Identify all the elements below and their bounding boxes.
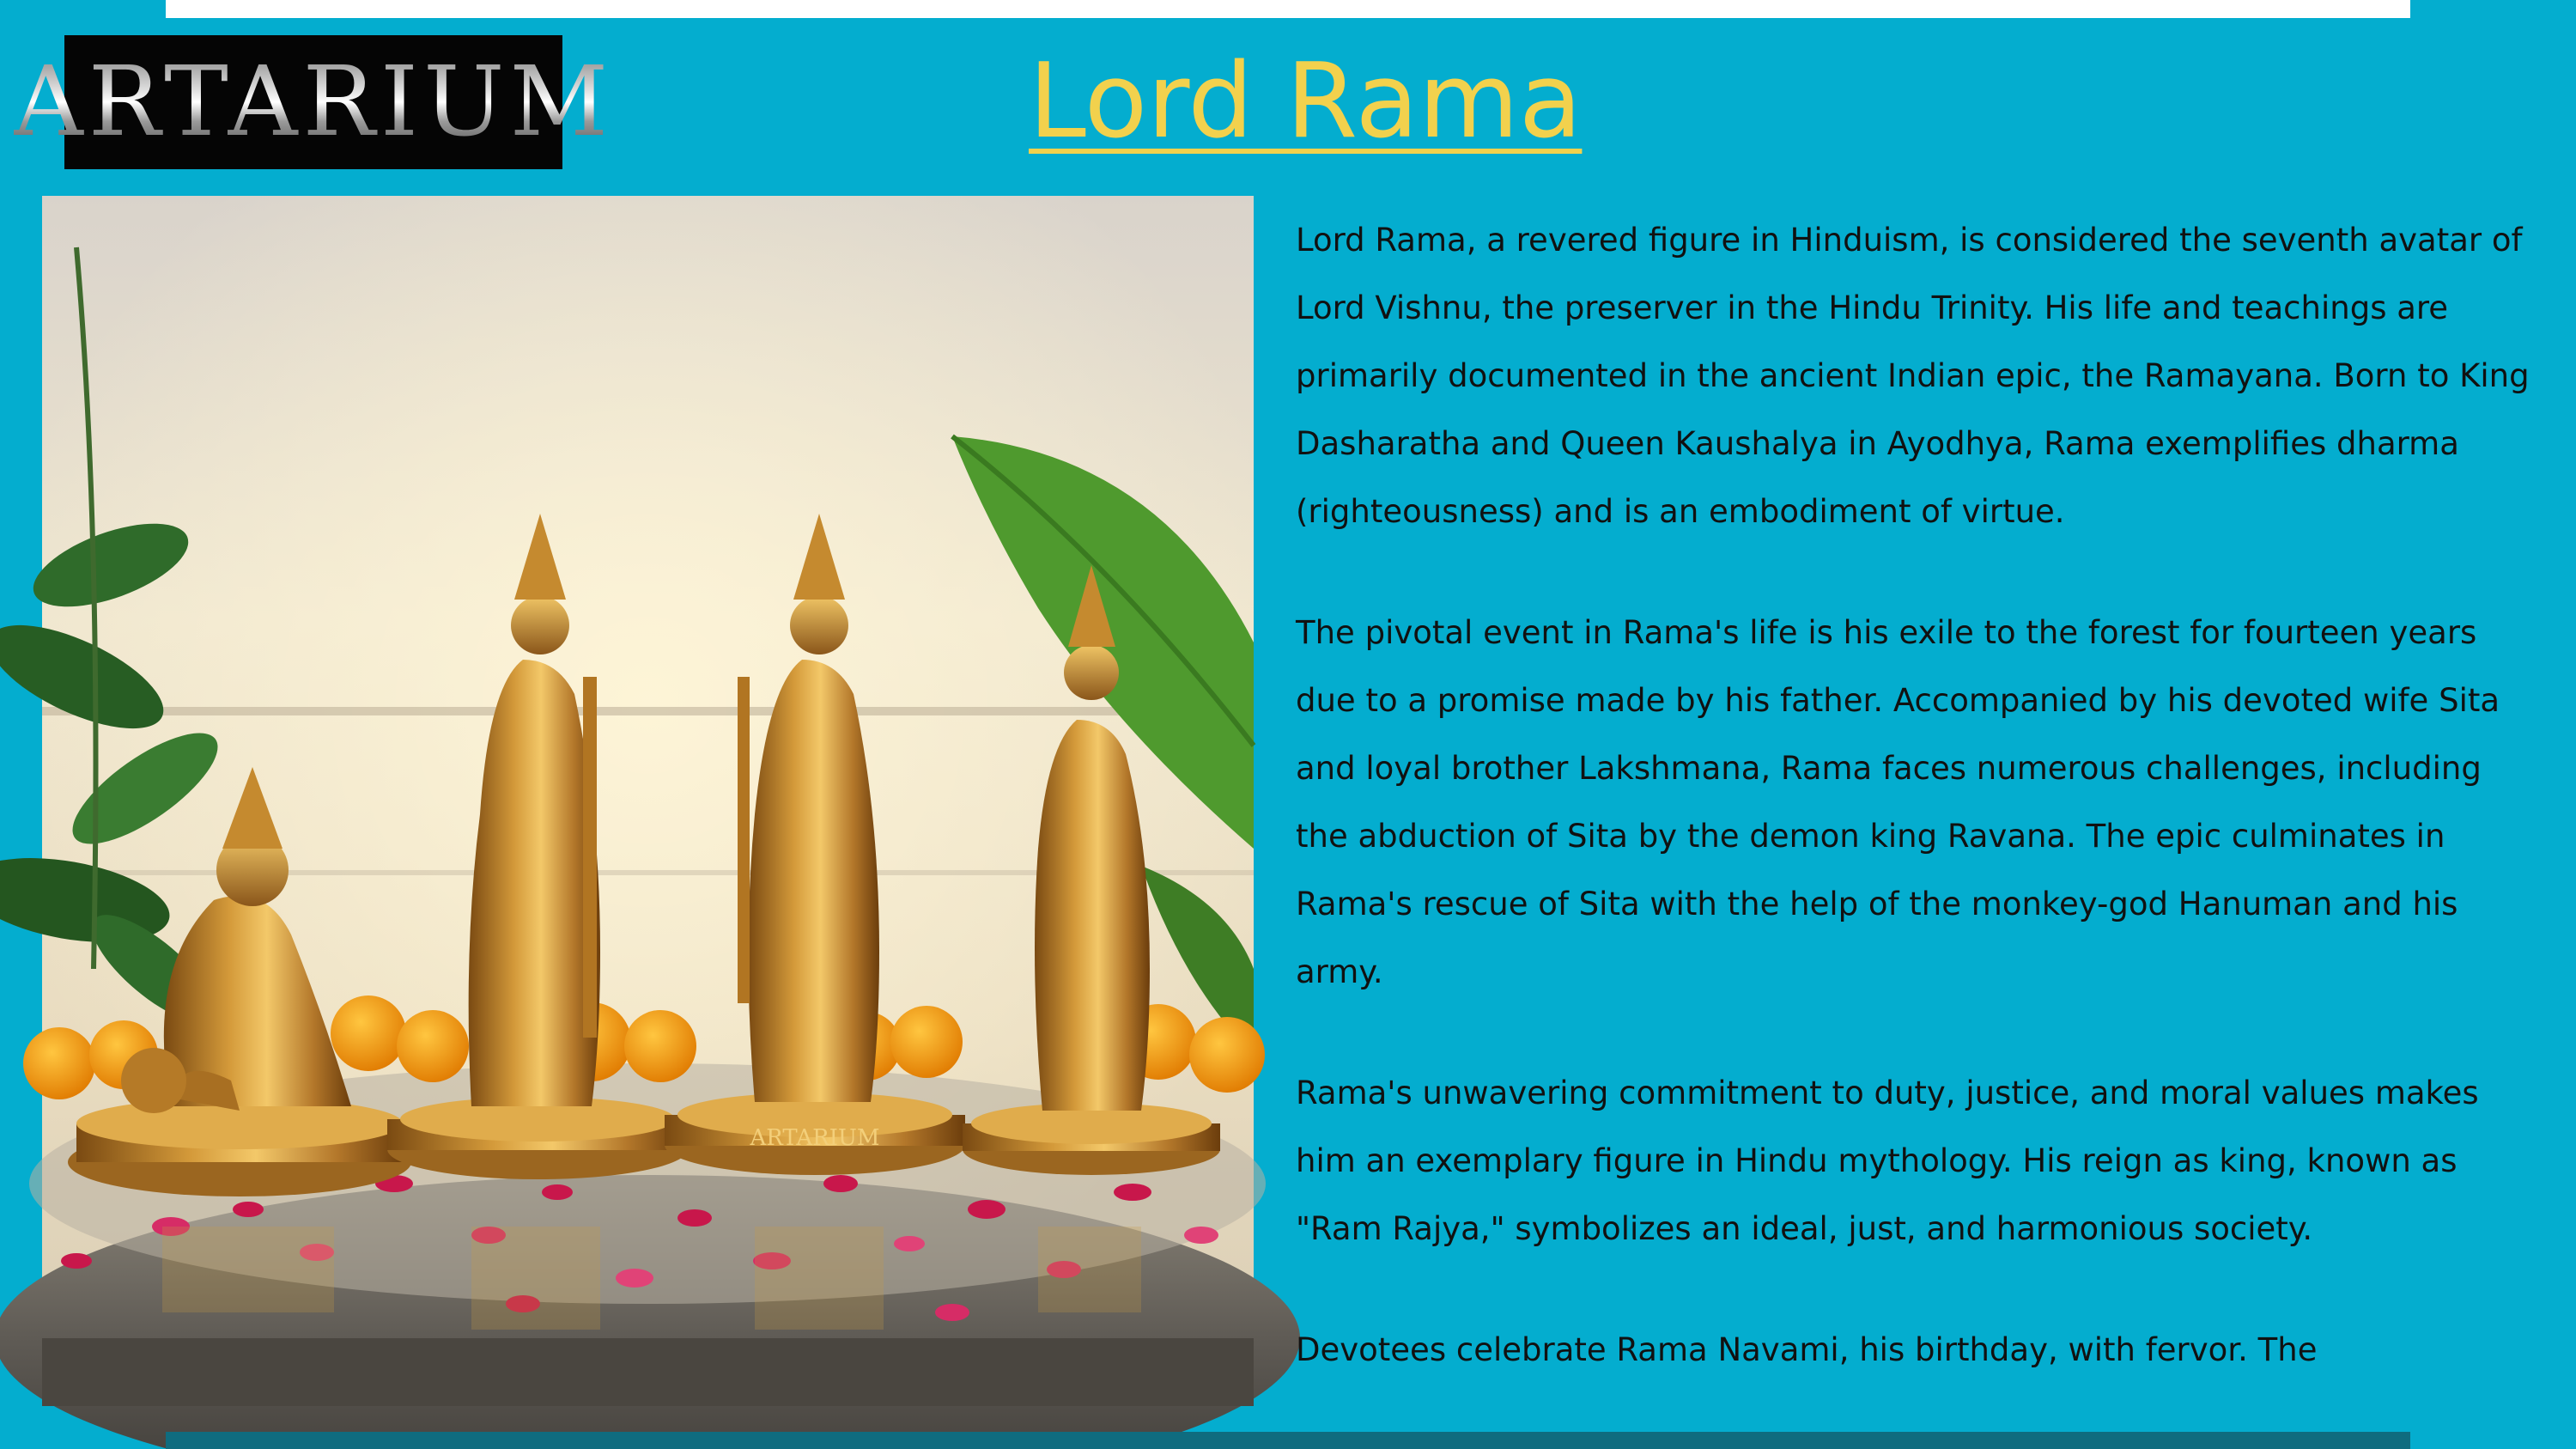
top-bar [166, 0, 2410, 18]
statue-base-mark: ARTARIUM [750, 1125, 880, 1151]
page-title: Lord Rama [1029, 42, 1583, 161]
logo-text: ARTARIUM [13, 46, 614, 158]
article-paragraph-2: The pivotal event in Rama's life is his exile to the forest for fourteen years due to a promise made by his father. Accompanied by his devoted wife Sita and loyal brother Lakshmana, Rama faces numerous challenges, including the abduction of Sita by the demon king Ravana. The epic culminates in Rama's rescue of Sita with the help of the monkey-god Hanuman and his army. [1296, 614, 2500, 990]
bottom-bar [166, 1432, 2410, 1449]
article-body [1296, 206, 2532, 1437]
statues-photo [42, 196, 1254, 1406]
artarium-logo[interactable] [13, 35, 614, 169]
article-paragraph-4: Devotees celebrate Rama Navami, his birthday, with fervor. The [1296, 1331, 2318, 1368]
article-paragraph-1: Lord Rama, a revered figure in Hinduism, is considered the seventh avatar of Lord Vishnu, the preserver in the Hindu Trinity. His life and teachings are primarily documented in the ancient Indian epic, the Ramayana. Born to King Dasharatha and Queen Kaushalya in Ayodhya, Rama exemplifies dharma (righteousness) and is an embodiment of virtue. [1296, 222, 2530, 530]
article-paragraph-3: Rama's unwavering commitment to duty, justice, and moral values makes him an exemplary figure in Hindu mythology. His reign as king, known as "Ram Rajya," symbolizes an ideal, just, and harmonious society. [1296, 1075, 2479, 1247]
